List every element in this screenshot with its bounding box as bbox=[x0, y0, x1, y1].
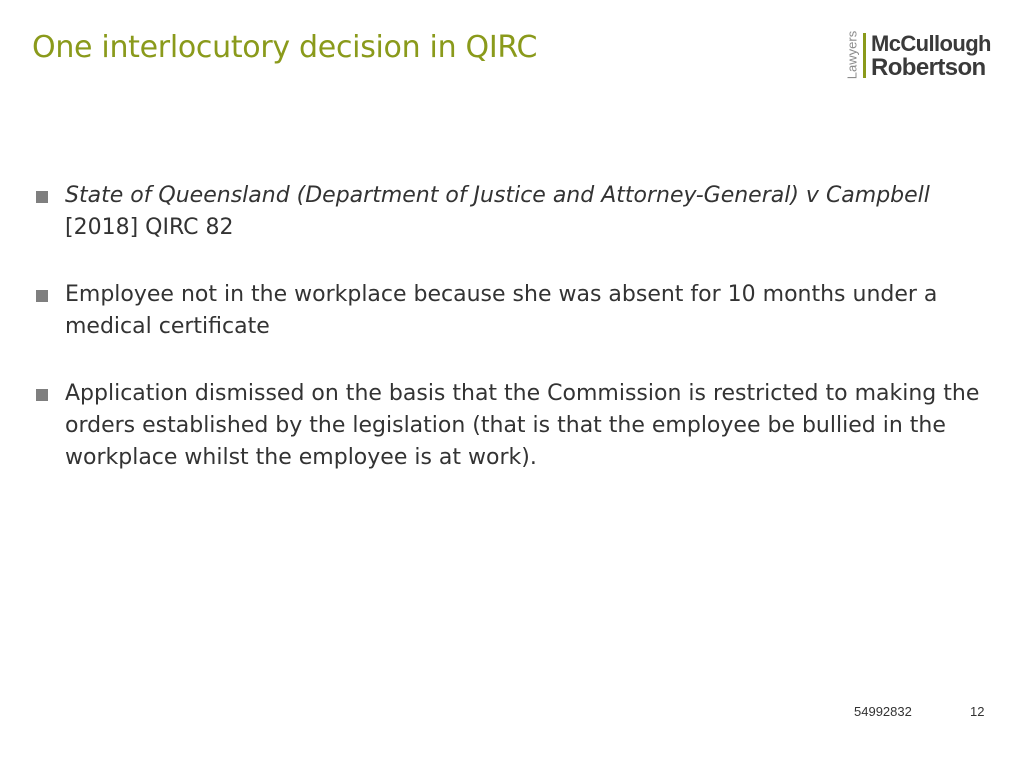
square-bullet-icon bbox=[36, 389, 48, 401]
page-number: 12 bbox=[970, 704, 985, 719]
case-name: State of Queensland (Department of Justice and Attorney-General) v Campbell bbox=[65, 183, 930, 208]
logo-lawyers-label: Lawyers bbox=[844, 30, 860, 80]
company-logo bbox=[842, 30, 992, 82]
bullet-item bbox=[32, 180, 992, 244]
bullet-list bbox=[32, 180, 992, 509]
square-bullet-icon bbox=[36, 290, 48, 302]
bullet-text: Employee not in the workplace because she was absent for 10 months under a medical certificate bbox=[65, 282, 938, 339]
document-id: 54992832 bbox=[854, 704, 912, 719]
bullet-item bbox=[32, 279, 992, 343]
case-citation: [2018] QIRC 82 bbox=[65, 215, 234, 240]
slide-title: One interlocutory decision in QIRC bbox=[32, 30, 538, 65]
square-bullet-icon bbox=[36, 191, 48, 203]
logo-side-text bbox=[842, 30, 862, 80]
logo-name-line2: Robertson bbox=[871, 54, 986, 81]
bullet-text: Application dismissed on the basis that the Commission is restricted to making the orders established by the legislation (that is that the employee be bullied in the workplace whilst the employee is at work). bbox=[65, 381, 980, 470]
logo-divider-bar bbox=[863, 33, 866, 78]
bullet-item bbox=[32, 378, 992, 474]
logo-name-line1: McCullough bbox=[871, 31, 991, 56]
